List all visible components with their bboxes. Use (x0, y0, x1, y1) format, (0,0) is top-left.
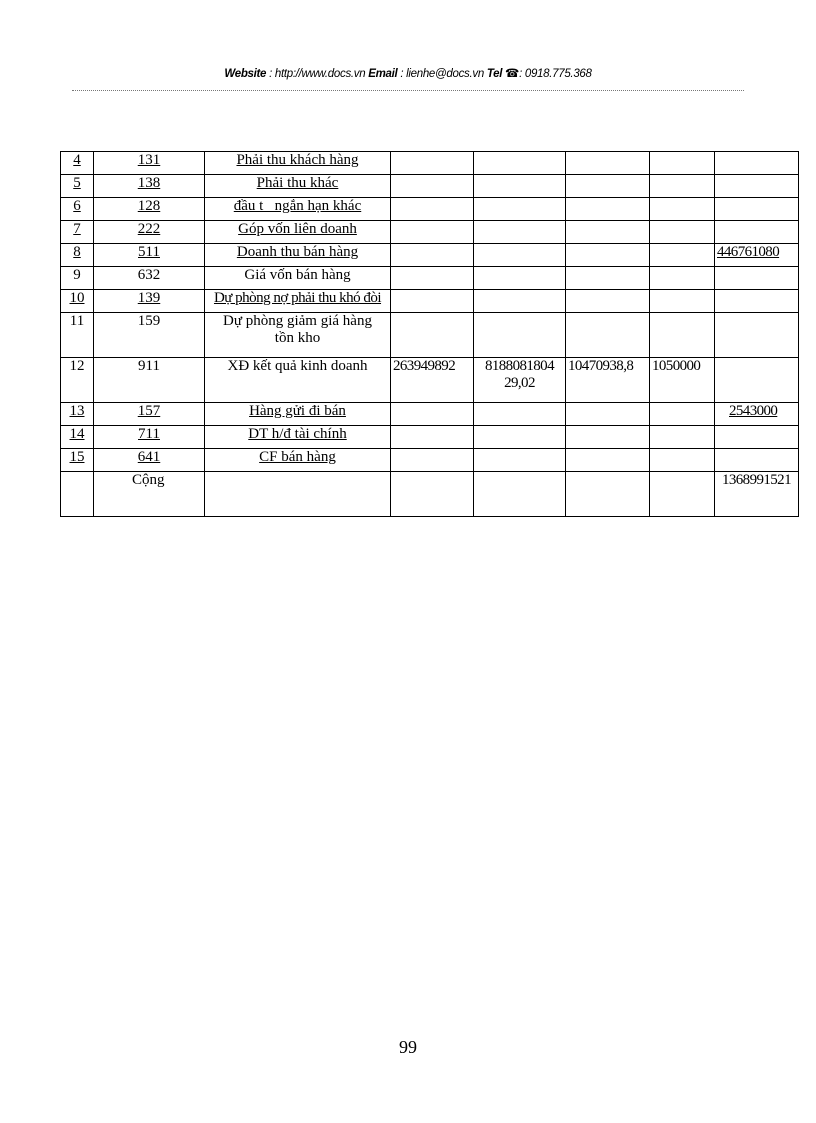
phone-icon: ☎ (505, 68, 520, 80)
value-cell (566, 426, 650, 449)
table-row (61, 175, 799, 198)
value-cell (715, 221, 799, 244)
account-code: 159 (94, 313, 205, 358)
table-row (61, 244, 799, 267)
account-name: XĐ kết quả kinh doanh (205, 358, 391, 403)
row-number: 15 (61, 449, 94, 472)
row-number: 5 (61, 175, 94, 198)
value-cell (715, 175, 799, 198)
account-name (205, 472, 391, 517)
account-code: 139 (94, 290, 205, 313)
value-cell (474, 426, 566, 449)
value-cell (715, 152, 799, 175)
account-code: 128 (94, 198, 205, 221)
value-cell (391, 403, 474, 426)
row-number (61, 472, 94, 517)
account-name: Phải thu khách hàng (205, 152, 391, 175)
value-cell (566, 449, 650, 472)
value-cell (715, 313, 799, 358)
account-code: 641 (94, 449, 205, 472)
table-row (61, 403, 799, 426)
value-cell: 818808180429,02 (474, 358, 566, 403)
table-row (61, 267, 799, 290)
account-name: Dự phòng nợ phải thu khó đòi (205, 290, 391, 313)
total-label: Cộng (94, 472, 205, 517)
table-row (61, 449, 799, 472)
header-divider (72, 90, 744, 91)
value-cell (391, 175, 474, 198)
account-code: 911 (94, 358, 205, 403)
account-name: đầu t ngắn hạn khác (205, 198, 391, 221)
value-cell (566, 244, 650, 267)
value-cell (566, 221, 650, 244)
value-cell (650, 313, 715, 358)
value-cell (650, 221, 715, 244)
value-cell (650, 152, 715, 175)
value-cell (474, 449, 566, 472)
value-cell (391, 290, 474, 313)
value-cell: 1050000 (650, 358, 715, 403)
account-name: Giá vốn bán hàng (205, 267, 391, 290)
account-code: 138 (94, 175, 205, 198)
value-cell (391, 313, 474, 358)
value-cell (566, 290, 650, 313)
value-cell (566, 152, 650, 175)
value-cell (474, 267, 566, 290)
value-cell (566, 313, 650, 358)
row-number: 12 (61, 358, 94, 403)
value-cell (474, 152, 566, 175)
value-cell (566, 175, 650, 198)
value-cell (391, 198, 474, 221)
table-row (61, 290, 799, 313)
value-cell (566, 403, 650, 426)
row-number: 10 (61, 290, 94, 313)
row-number: 7 (61, 221, 94, 244)
value-cell (474, 290, 566, 313)
account-code: 632 (94, 267, 205, 290)
value-cell (474, 472, 566, 517)
table-row-total (61, 472, 799, 517)
row-number: 4 (61, 152, 94, 175)
row-number: 11 (61, 313, 94, 358)
page-number: 99 (399, 1037, 417, 1057)
value-cell (715, 449, 799, 472)
value-cell (474, 198, 566, 221)
page-header (72, 66, 744, 80)
account-name: Dự phòng giảm giá hàng tồn kho (205, 313, 391, 358)
total-value: 1368991521 (715, 472, 799, 517)
value-cell: 263949892 (391, 358, 474, 403)
email-label: Email (368, 68, 398, 80)
value-cell (566, 198, 650, 221)
website-label: Website (224, 68, 267, 80)
value-cell (474, 221, 566, 244)
value-cell (474, 313, 566, 358)
tel-label: Tel (486, 68, 503, 80)
value-cell (650, 290, 715, 313)
value-cell (566, 267, 650, 290)
value-cell (650, 426, 715, 449)
table-row (61, 198, 799, 221)
value-cell (474, 403, 566, 426)
value-cell (650, 175, 715, 198)
value-cell: 446761080 (715, 244, 799, 267)
ledger-table (60, 151, 799, 517)
value-cell (715, 426, 799, 449)
value-cell (650, 267, 715, 290)
table-row (61, 152, 799, 175)
table-row (61, 358, 799, 403)
account-code: 222 (94, 221, 205, 244)
row-number: 13 (61, 403, 94, 426)
account-code: 157 (94, 403, 205, 426)
value-cell (391, 267, 474, 290)
value-cell: 2543000 (715, 403, 799, 426)
value-cell (650, 403, 715, 426)
value-cell (650, 244, 715, 267)
value-cell (391, 426, 474, 449)
table-row (61, 313, 799, 358)
value-cell (715, 267, 799, 290)
account-name: Hàng gửi đi bán (205, 403, 391, 426)
website-value: : http://www.docs.vn (269, 68, 366, 80)
row-number: 14 (61, 426, 94, 449)
value-cell (391, 221, 474, 244)
value-cell (715, 290, 799, 313)
value-cell (474, 244, 566, 267)
value-cell: 10470938,8 (566, 358, 650, 403)
account-name: Góp vốn liên doanh (205, 221, 391, 244)
table-row (61, 221, 799, 244)
value-cell (391, 244, 474, 267)
account-name: CF bán hàng (205, 449, 391, 472)
row-number: 6 (61, 198, 94, 221)
email-value: : lienhe@docs.vn (400, 68, 484, 80)
value-cell (715, 198, 799, 221)
table-row (61, 426, 799, 449)
account-name: Doanh thu bán hàng (205, 244, 391, 267)
account-code: 511 (94, 244, 205, 267)
value-cell (650, 449, 715, 472)
tel-value: : 0918.775.368 (519, 68, 592, 80)
value-cell (715, 358, 799, 403)
value-cell (391, 152, 474, 175)
value-cell (474, 175, 566, 198)
value-cell (391, 449, 474, 472)
account-name: DT h/đ tài chính (205, 426, 391, 449)
account-code: 711 (94, 426, 205, 449)
value-cell (566, 472, 650, 517)
value-cell (650, 198, 715, 221)
row-number: 8 (61, 244, 94, 267)
row-number: 9 (61, 267, 94, 290)
account-code: 131 (94, 152, 205, 175)
value-cell (391, 472, 474, 517)
value-cell (650, 472, 715, 517)
account-name: Phải thu khác (205, 175, 391, 198)
